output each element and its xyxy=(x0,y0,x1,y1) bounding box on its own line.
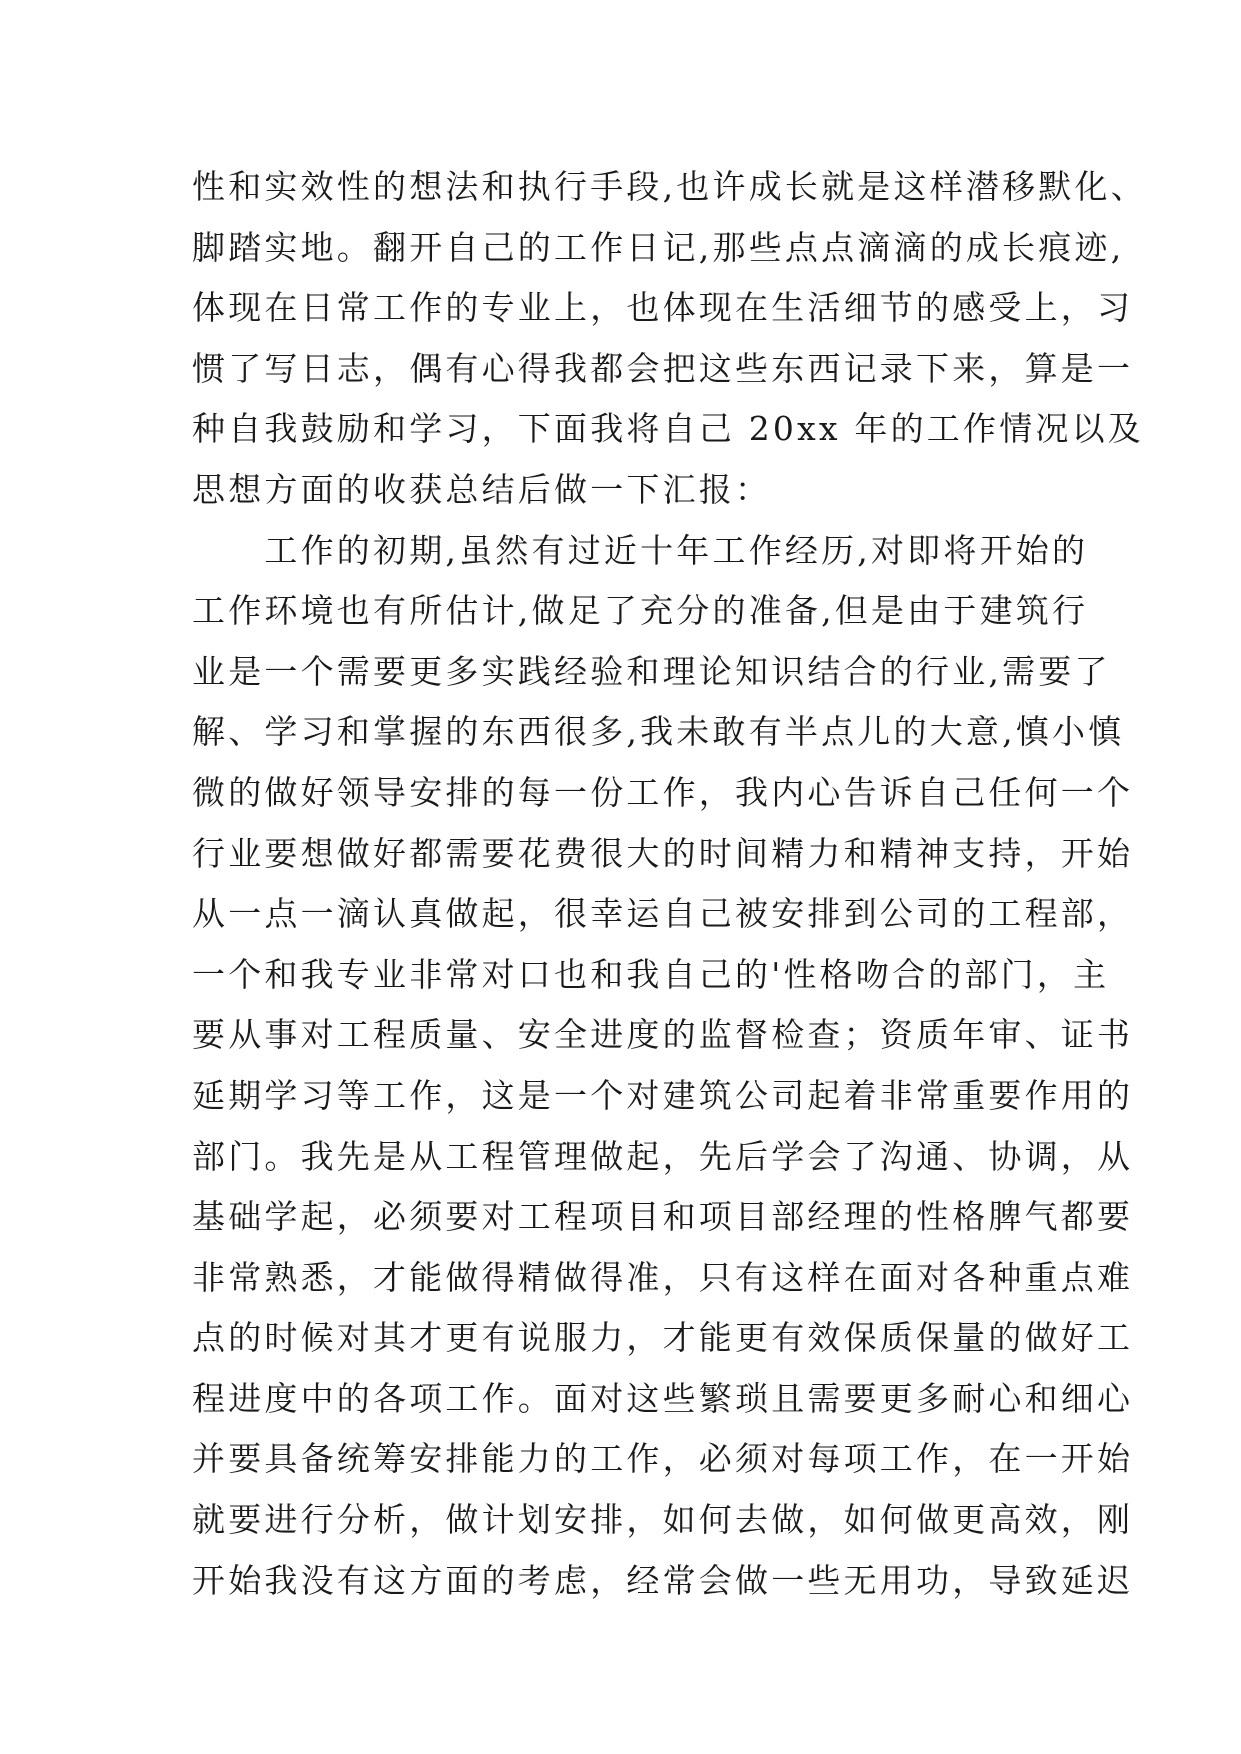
text-line: 延期学习等工作，这是一个对建筑公司起着非常重要作用的 xyxy=(192,1075,1134,1115)
body-text xyxy=(192,157,1147,1611)
text-line: 非常熟悉，才能做得精做得准，只有这样在面对各种重点难 xyxy=(192,1257,1134,1297)
text-line: 种自我鼓励和学习，下面我将自己 20xx 年的工作情况以及 xyxy=(192,409,1144,449)
text-line: 体现在日常工作的专业上，也体现在生活细节的感受上，习 xyxy=(192,288,1134,328)
text-line: 惯了写日志，偶有心得我都会把这些东西记录下来，算是一 xyxy=(192,348,1134,388)
text-line: 就要进行分析，做计划安排，如何去做，如何做更高效，刚 xyxy=(192,1500,1134,1540)
paragraph-start-line: 工作的初期,虽然有过近十年工作经历,对即将开始的 xyxy=(192,530,1089,570)
text-line: 工作环境也有所估计,做足了充分的准备,但是由于建筑行 xyxy=(192,591,1089,631)
text-line: 基础学起，必须要对工程项目和项目部经理的性格脾气都要 xyxy=(192,1197,1134,1237)
text-line: 行业要想做好都需要花费很大的时间精力和精神支持，开始 xyxy=(192,833,1134,873)
text-line: 并要具备统筹安排能力的工作，必须对每项工作，在一开始 xyxy=(192,1439,1134,1479)
text-line: 部门。我先是从工程管理做起，先后学会了沟通、协调，从 xyxy=(192,1136,1134,1176)
text-line: 点的时候对其才更有说服力，才能更有效保质保量的做好工 xyxy=(192,1318,1134,1358)
text-line: 业是一个需要更多实践经验和理论知识结合的行业,需要了 xyxy=(192,651,1111,691)
text-line: 一个和我专业非常对口也和我自己的'性格吻合的部门，主 xyxy=(192,954,1110,994)
text-line: 从一点一滴认真做起，很幸运自己被安排到公司的工程部， xyxy=(192,894,1134,934)
text-line: 脚踏实地。翻开自己的工作日记,那些点点滴滴的成长痕迹, xyxy=(192,227,1125,267)
text-line: 微的做好领导安排的每一份工作，我内心告诉自己任何一个 xyxy=(192,772,1134,812)
text-line: 性和实效性的想法和执行手段,也许成长就是这样潜移默化、 xyxy=(192,167,1147,206)
text-line: 思想方面的收获总结后做一下汇报： xyxy=(192,469,772,509)
text-line: 程进度中的各项工作。面对这些繁琐且需要更多耐心和细心 xyxy=(192,1378,1134,1418)
text-line: 要从事对工程质量、安全进度的监督检查；资质年审、证书 xyxy=(192,1015,1134,1055)
text-line: 开始我没有这方面的考虑，经常会做一些无用功，导致延迟 xyxy=(192,1560,1134,1600)
text-line: 解、学习和掌握的东西很多,我未敢有半点儿的大意,慎小慎 xyxy=(192,712,1125,752)
